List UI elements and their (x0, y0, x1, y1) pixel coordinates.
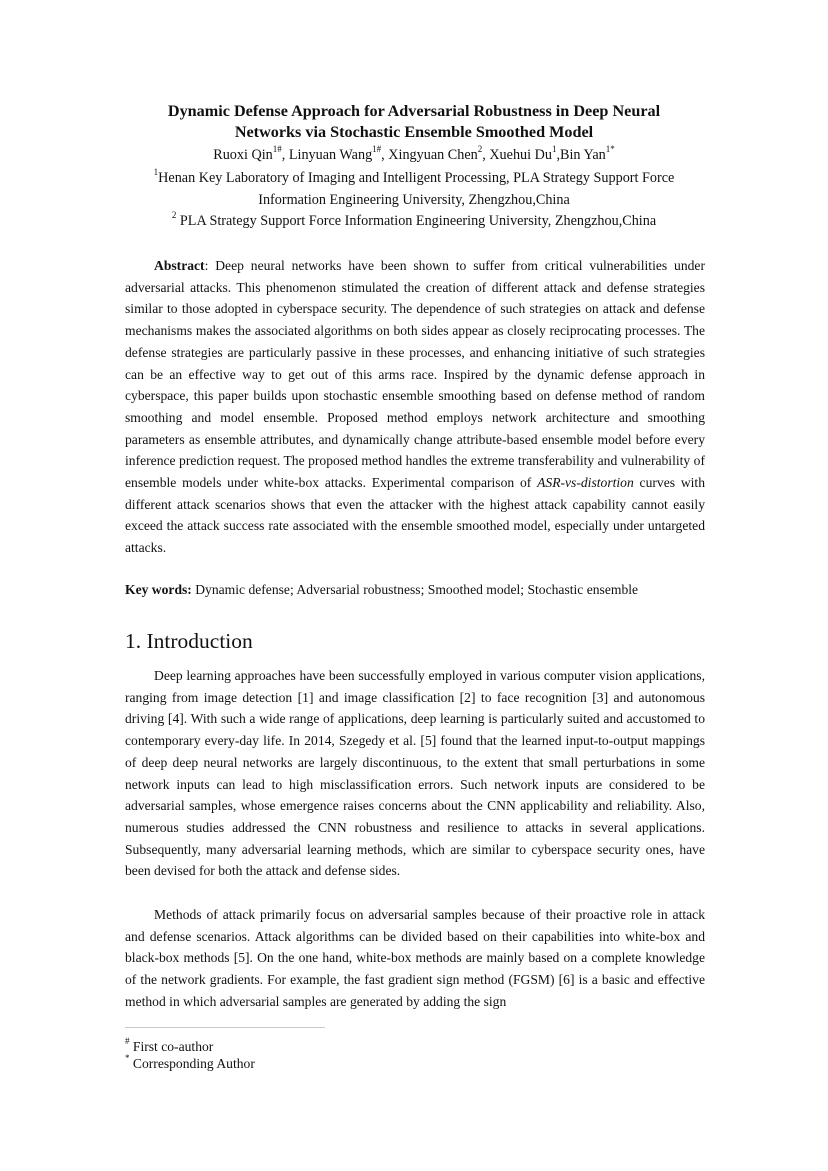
footnote-2 (125, 1055, 255, 1072)
author (388, 144, 490, 163)
footnote-text: First co-author (129, 1039, 214, 1054)
affiliation-mark: 2 (171, 210, 177, 221)
affiliation-mark: 1 (153, 167, 159, 178)
abstract (125, 255, 705, 559)
author-mark: 1 (551, 144, 557, 155)
abstract-text-end: curves with different attack scenarios shows that even the attacker with the highest attack capability cannot easily exceed the attack success rate associated with the ensemble smoothed model, especially under untargeted attacks. (125, 475, 705, 556)
abstract-italic-term: ASR-vs-distortion (537, 475, 634, 491)
author-name: Linyuan Wang (288, 147, 373, 163)
keywords-label: Key words: (125, 582, 192, 597)
abstract-label: Abstract (154, 258, 205, 273)
footnote-1 (125, 1038, 213, 1055)
intro-paragraph-1: Deep learning approaches have been successfully employed in various computer vision applications, ranging from image detection [1] and image classification [2] to face recognition [3] and autonomous driving [4]. With such a wide range of applications, deep learning is particularly suited and accustomed to contemporary every-day life. In 2014, Szegedy et al. [5] found that the learned input-to-output mappings of deep deep neural networks are largely discontinuous, to the extent that small perturbations in some network inputs can lead to high misclassification errors. Such network inputs are considered to be adversarial samples, whose emergence raises concerns about the CNN applicability and reliability. Also, numerous studies addressed the CNN robustness and resilience to attacks in several applications. Subsequently, many adversarial learning methods, which are similar to cyberspace security ones, have been devised for both the attack and defense sides. (125, 668, 705, 879)
footnote-mark: * (125, 1053, 130, 1064)
affiliation-1-line-2: Information Engineering University, Zhengzhou,China (258, 192, 570, 208)
title-line-2: Networks via Stochastic Ensemble Smoothed Model (234, 123, 594, 141)
affiliation-1-line-1 (100, 169, 728, 187)
author-separator: , (381, 147, 389, 163)
section-heading-introduction: 1. Introduction (125, 629, 253, 653)
paper-title (100, 101, 728, 143)
author-mark: 1# (272, 144, 282, 155)
affiliation-text: Henan Key Laboratory of Imaging and Intelligent Processing, PLA Strategy Support Force (158, 170, 675, 186)
author-name: Bin Yan (560, 147, 606, 163)
author-list (100, 146, 728, 164)
author (560, 144, 615, 163)
author-mark: 1* (605, 144, 615, 155)
footnote-mark: # (125, 1036, 130, 1047)
affiliation-text: PLA Strategy Support Force Information Engineering University, Zhengzhou,China (176, 213, 657, 229)
keywords-text: Dynamic defense; Adversarial robustness; Smoothed model; Stochastic ensemble (191, 582, 639, 597)
author-name: Ruoxi Qin (213, 147, 273, 163)
affiliation-2 (100, 212, 728, 230)
author-separator: , (281, 147, 289, 163)
author (489, 144, 561, 163)
author-mark: 1# (372, 144, 382, 155)
footnote-text: Corresponding Author (129, 1056, 255, 1071)
author-name: Xuehui Du (489, 147, 552, 163)
author-name: Xingyuan Chen (388, 147, 478, 163)
keywords (125, 579, 705, 600)
author-separator: , (482, 147, 490, 163)
author-separator: , (556, 147, 561, 163)
intro-paragraph-2: Methods of attack primarily focus on adversarial samples because of their proactive role in attack and defense scenarios. Attack algorithms can be divided based on their capabilities into white-box and black-box methods [5]. On the one hand, white-box methods are mainly based on a complete knowledge of the network gradients. For example, the fast gradient sign method (FGSM) [6] is a basic and effective method in which adversarial samples are generated by adding the sign (125, 907, 705, 1009)
author-mark: 2 (477, 144, 483, 155)
footnote-divider (125, 1027, 325, 1028)
author (213, 144, 289, 163)
abstract-text: : Deep neural networks have been shown to suffer from critical vulnerabilities under adversarial attacks. This phenomenon stimulated the creation of different attack and defense strategies similar to those adopted in cyberspace security. The dependence of such strategies on attack and defense mechanisms makes the associated algorithms on both sides appear as closely reciprocating processes. The defense strategies are particularly passive in these processes, and enhancing initiative of such strategies can be an effective way to get out of this arms race. Inspired by the dynamic defense approach in cyberspace, this paper builds upon stochastic ensemble smoothing based on defense method of random smoothing and model ensemble. Proposed method employs network architecture and smoothing parameters as ensemble attributes, and dynamically change attribute-based ensemble model before every inference prediction request. The proposed method handles the extreme transferability and vulnerability of ensemble models under white-box attacks. Experimental comparison of (125, 258, 705, 491)
author (288, 144, 389, 163)
title-line-1: Dynamic Defense Approach for Adversarial Robustness in Deep Neural (167, 102, 661, 120)
